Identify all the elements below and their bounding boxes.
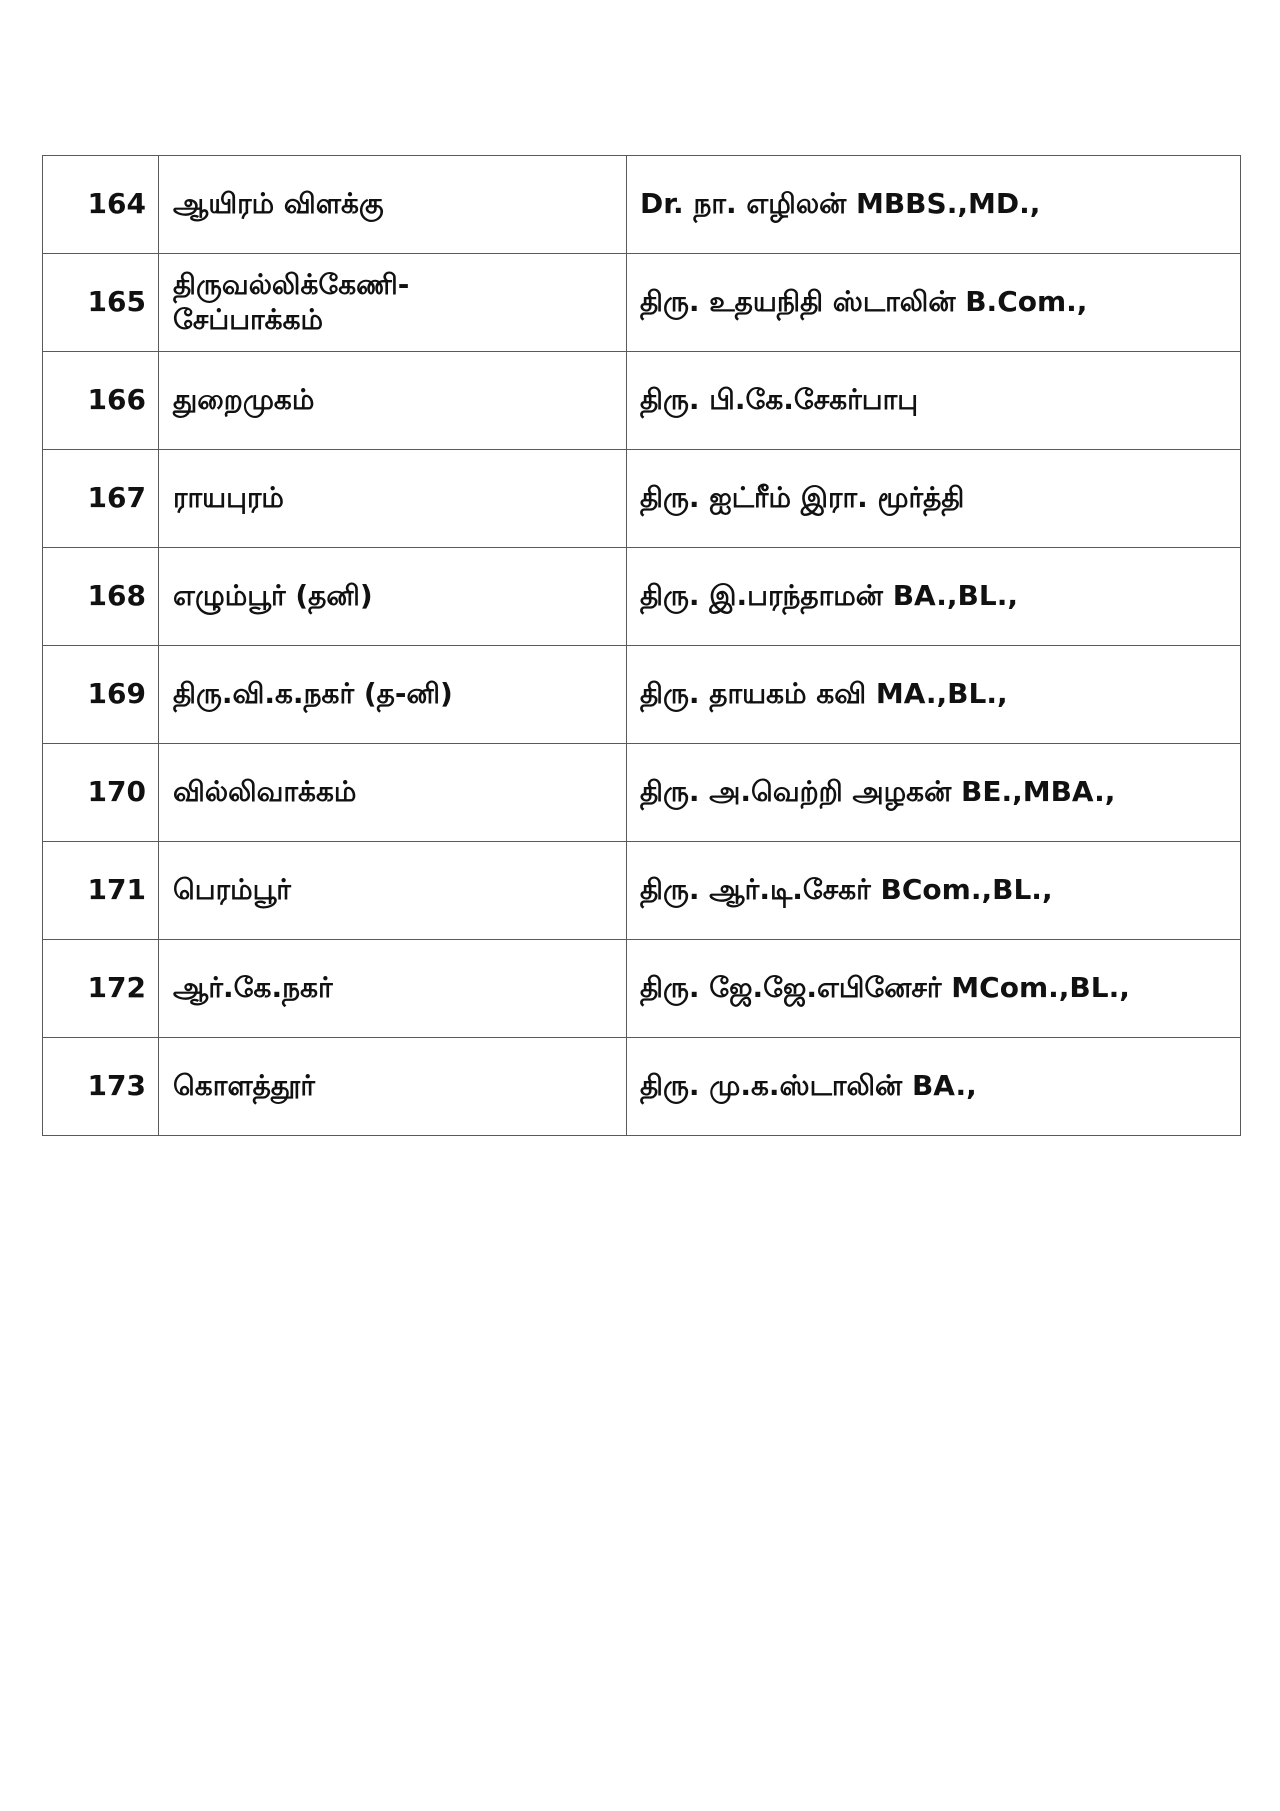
candidate-table (42, 155, 1241, 1136)
constituency-number: 166 (43, 352, 159, 450)
table-row (43, 352, 1241, 450)
constituency-name: திருவல்லிக்கேணி- (173, 268, 410, 302)
constituency-name: ராயபுரம் (173, 481, 284, 515)
table-row (43, 1038, 1241, 1136)
table-row (43, 156, 1241, 254)
constituency-number: 164 (43, 156, 159, 254)
constituency-number: 168 (43, 548, 159, 646)
constituency-name-cell (159, 548, 627, 646)
constituency-number: 172 (43, 940, 159, 1038)
constituency-name-cell (159, 254, 627, 352)
constituency-number: 165 (43, 254, 159, 352)
constituency-number: 169 (43, 646, 159, 744)
constituency-number: 171 (43, 842, 159, 940)
candidate-name: Dr. நா. எழிலன் MBBS.,MD., (627, 156, 1241, 254)
constituency-name-cell (159, 352, 627, 450)
constituency-name-cell (159, 156, 627, 254)
constituency-name: கொளத்தூர் (173, 1069, 315, 1103)
constituency-name: சேப்பாக்கம் (173, 302, 324, 336)
table-row (43, 548, 1241, 646)
constituency-name-cell (159, 842, 627, 940)
constituency-name-cell (159, 1038, 627, 1136)
constituency-name: ஆர்.கே.நகர் (173, 971, 333, 1005)
constituency-name: துறைமுகம் (173, 383, 315, 417)
table-row (43, 744, 1241, 842)
candidate-table-body (43, 156, 1241, 1136)
constituency-name-cell (159, 450, 627, 548)
candidate-name: திரு. ஆர்.டி.சேகர் BCom.,BL., (627, 842, 1241, 940)
constituency-number: 167 (43, 450, 159, 548)
constituency-name: திரு.வி.க.நகர் (த-னி) (173, 677, 453, 711)
table-row (43, 254, 1241, 352)
constituency-name: எழும்பூர் (தனி) (173, 579, 373, 613)
constituency-name: வில்லிவாக்கம் (173, 775, 357, 809)
candidate-name: திரு. உதயநிதி ஸ்டாலின் B.Com., (627, 254, 1241, 352)
constituency-number: 170 (43, 744, 159, 842)
candidate-name: திரு. பி.கே.சேகர்பாபு (627, 352, 1241, 450)
candidate-name: திரு. இ.பரந்தாமன் BA.,BL., (627, 548, 1241, 646)
constituency-name-cell (159, 646, 627, 744)
candidate-name: திரு. ஐட்ரீம் இரா. மூர்த்தி (627, 450, 1241, 548)
table-row (43, 940, 1241, 1038)
constituency-name: பெரம்பூர் (173, 873, 291, 907)
constituency-name: ஆயிரம் விளக்கு (173, 187, 384, 221)
constituency-name-cell (159, 744, 627, 842)
table-row (43, 646, 1241, 744)
constituency-name-cell (159, 940, 627, 1038)
constituency-number: 173 (43, 1038, 159, 1136)
candidate-name: திரு. அ.வெற்றி அழகன் BE.,MBA., (627, 744, 1241, 842)
candidate-name: திரு. ஜே.ஜே.எபினேசர் MCom.,BL., (627, 940, 1241, 1038)
candidate-name: திரு. மு.க.ஸ்டாலின் BA., (627, 1038, 1241, 1136)
table-row (43, 450, 1241, 548)
candidate-name: திரு. தாயகம் கவி MA.,BL., (627, 646, 1241, 744)
table-row (43, 842, 1241, 940)
